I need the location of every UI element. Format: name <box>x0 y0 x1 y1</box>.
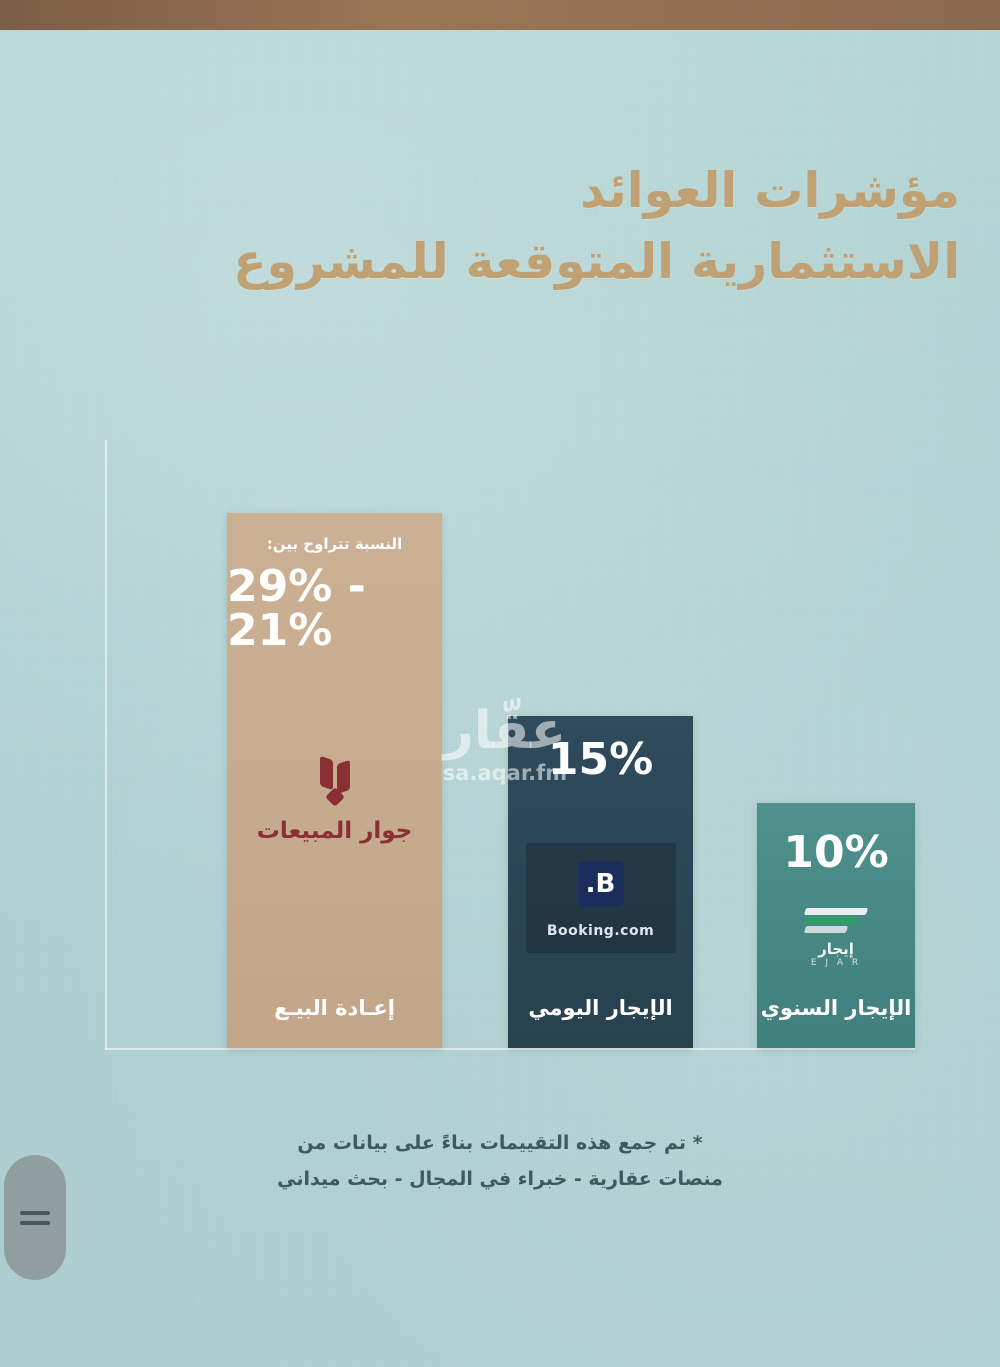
bar-annual-rent <box>757 803 915 1048</box>
footnote <box>0 1125 1000 1197</box>
booking-logo-icon <box>526 843 676 953</box>
hamburger-icon <box>20 1205 50 1231</box>
footnote-line-2: منصات عقارية - خبراء في المجال - بحث ميداني <box>277 1168 723 1191</box>
bar-daily-rent-label: الإيجار اليومي <box>528 996 673 1020</box>
bar-resale-value: 29% - 21% <box>227 561 366 656</box>
page-title <box>40 155 960 297</box>
bar-annual-rent-label: الإيجار السنوي <box>760 996 912 1020</box>
bar-daily-rent <box>508 716 693 1048</box>
bar-annual-rent-value: 10% <box>783 827 889 878</box>
bar-resale <box>227 513 442 1048</box>
bar-resale-label: إعـادة البيـع <box>274 996 395 1020</box>
floating-menu-button[interactable] <box>4 1155 66 1280</box>
watermark-url: sa.aqar.fm <box>442 761 568 785</box>
returns-bar-chart <box>105 440 915 1050</box>
footnote-line-1: * تم جمع هذه التقييمات بناءً على بيانات من <box>297 1132 703 1154</box>
page-title-line-1: مؤشرات العوائد <box>580 162 960 219</box>
ejar-logo-icon <box>800 908 872 968</box>
booking-mark-icon: B. <box>578 861 624 907</box>
ejar-logo-subtitle: E J A R <box>810 958 862 968</box>
jiwar-mark-icon <box>320 758 350 804</box>
ejar-logo-name: إيجار <box>818 940 854 958</box>
jiwar-logo-name: جوار المبيعات <box>256 818 413 844</box>
poster-canvas <box>0 30 1000 1367</box>
top-decorative-strip <box>0 0 1000 30</box>
bar-resale-range-caption: النسبة تتراوح بين: <box>266 535 403 553</box>
page-title-line-2: الاستثمارية المتوقعة للمشروع <box>233 233 960 291</box>
watermark-brand-arabic: عقّار <box>443 701 567 761</box>
ejar-swoosh-icon <box>805 908 867 934</box>
chart-x-axis <box>105 1048 915 1050</box>
booking-logo-name: Booking.com <box>546 923 655 939</box>
jiwar-logo-icon <box>240 758 430 844</box>
chart-y-axis <box>105 440 107 1050</box>
bar-daily-rent-value: 15% <box>547 734 654 785</box>
